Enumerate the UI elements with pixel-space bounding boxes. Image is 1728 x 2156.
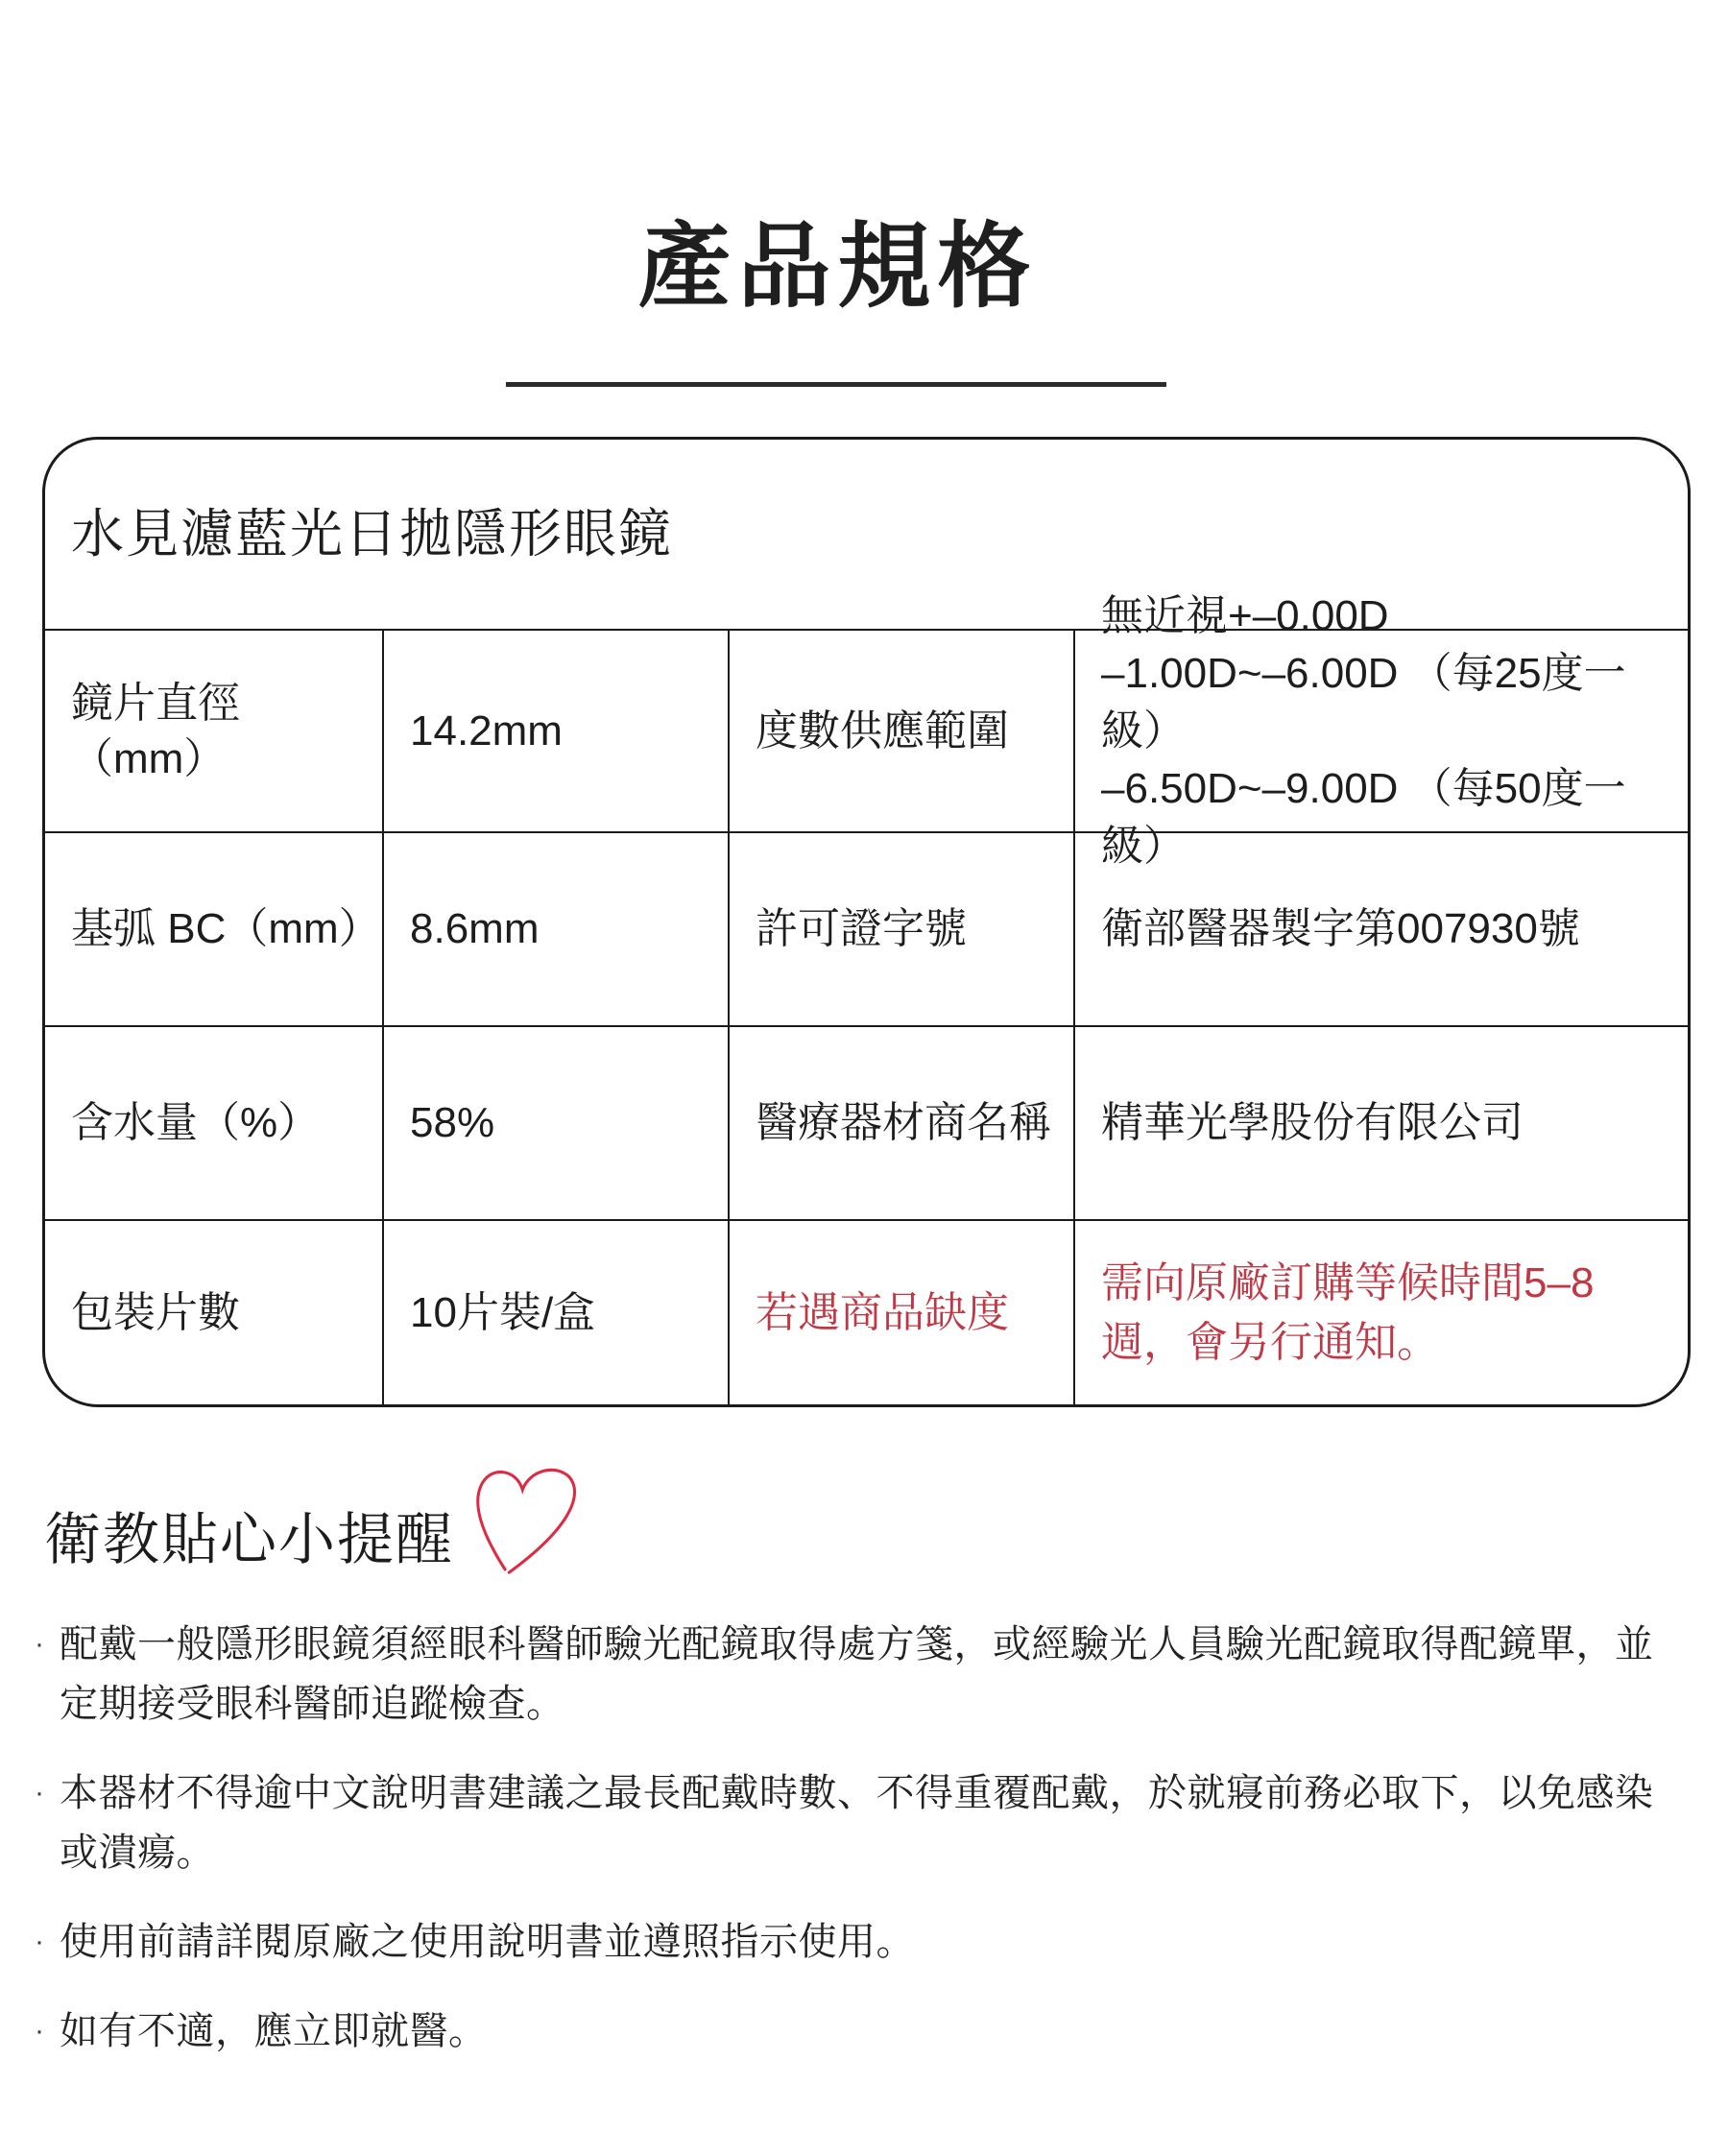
bullet-dot-icon: ·	[35, 2015, 45, 2047]
spec-value-base-curve: 8.6mm	[382, 831, 728, 1025]
tip-text-4: 如有不適，應立即就醫。	[60, 2010, 488, 2052]
spec-label-base-curve: 基弧 BC（mm）	[45, 831, 382, 1025]
spec-value-pack-quantity: 10片裝/盒	[382, 1219, 728, 1404]
spec-label-power-range: 度數供應範圍	[728, 629, 1073, 831]
spec-label-diameter: 鏡片直徑（mm）	[45, 629, 382, 831]
power-range-line-1: 無近視+–0.00D	[1101, 591, 1389, 639]
product-name: 水見濾藍光日拋隱形眼鏡	[71, 503, 674, 563]
power-range-line-2: –1.00D~–6.00D （每25度一級）	[1101, 649, 1626, 755]
tip-text-3: 使用前請詳閱原廠之使用說明書並遵照指示使用。	[60, 1921, 915, 1963]
spec-card	[42, 437, 1691, 1407]
spec-value-license: 衛部醫器製字第007930號	[1073, 831, 1688, 1025]
tip-text-2: 本器材不得逾中文說明書建議之最長配戴時數、不得重覆配戴，於就寢前務必取下，以免感染或潰瘍。	[60, 1772, 1654, 1874]
spec-label-manufacturer: 醫療器材商名稱	[728, 1025, 1073, 1219]
page-title: 產品規格	[637, 214, 1038, 319]
heart-outline-icon	[456, 1447, 589, 1591]
spec-label-license: 許可證字號	[728, 831, 1073, 1025]
spec-table	[45, 440, 1688, 1404]
tip-item-4	[35, 2001, 1692, 2061]
spec-label-water-content: 含水量（%）	[45, 1025, 382, 1219]
bullet-dot-icon: ·	[35, 1777, 45, 1809]
spec-value-diameter: 14.2mm	[382, 629, 728, 831]
spec-label-out-of-stock: 若遇商品缺度	[728, 1219, 1073, 1404]
spec-label-pack-quantity: 包裝片數	[45, 1219, 382, 1404]
spec-value-water-content: 58%	[382, 1025, 728, 1219]
title-underline	[506, 382, 1166, 387]
tip-text-1: 配戴一般隱形眼鏡須經眼科醫師驗光配鏡取得處方箋，或經驗光人員驗光配鏡取得配鏡單，並定期接受眼科醫師追蹤檢查。	[60, 1623, 1654, 1725]
tips-heading: 衛教貼心小提醒	[44, 1508, 455, 1571]
spec-value-power-range	[1073, 591, 1688, 870]
tip-item-1	[35, 1615, 1692, 1734]
spec-value-manufacturer: 精華光學股份有限公司	[1073, 1025, 1688, 1219]
spec-value-out-of-stock-note: 需向原廠訂購等候時間5–8週，會另行通知。	[1073, 1219, 1688, 1404]
tips-list	[35, 1615, 1692, 2091]
tip-item-2	[35, 1763, 1692, 1882]
power-range-line-3: –6.50D~–9.00D （每50度一級）	[1101, 764, 1626, 870]
bullet-dot-icon: ·	[35, 1926, 45, 1957]
bullet-dot-icon: ·	[35, 1628, 45, 1660]
tip-item-3	[35, 1912, 1692, 1972]
